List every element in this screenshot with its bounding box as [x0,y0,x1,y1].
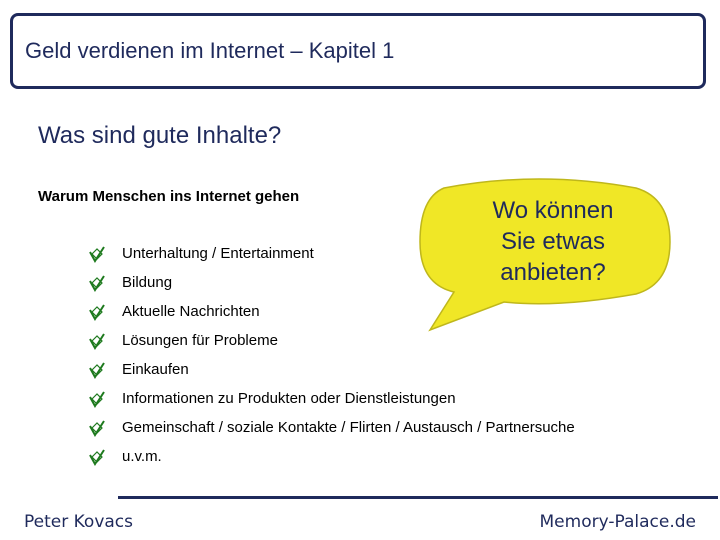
diamond-check-bullet-icon [88,419,106,437]
slide-subtitle: Was sind gute Inhalte? [38,122,282,149]
lead-text: Warum Menschen ins Internet gehen [38,188,300,205]
diamond-check-bullet-icon [88,274,106,292]
footer-site: Memory-Palace.de [539,512,696,532]
title-box [10,13,706,89]
diamond-check-bullet-icon [88,332,106,350]
diamond-check-bullet-icon [88,390,106,408]
bullet-text: Bildung [122,274,173,291]
bullet-text: Einkaufen [122,361,189,378]
footer-divider [118,496,718,499]
diamond-check-bullet-icon [88,303,106,321]
bullet-text: Unterhaltung / Entertainment [122,245,314,262]
diamond-check-bullet-icon [88,448,106,466]
bullet-text: Aktuelle Nachrichten [122,303,260,320]
bubble-line: Wo können [492,197,614,224]
slide-title: Geld verdienen im Internet – Kapitel 1 [25,38,395,63]
bubble-line: anbieten? [500,259,606,286]
bullet-text: u.v.m. [122,448,162,465]
bullet-text: Lösungen für Probleme [122,332,278,349]
bubble-line: Sie etwas [500,228,606,255]
bullet-text: Informationen zu Produkten oder Dienstleistungen [122,390,456,407]
bubble-text [433,195,673,288]
bullet-text: Gemeinschaft / soziale Kontakte / Flirten / Austausch / Partnersuche [122,419,575,436]
diamond-check-bullet-icon [88,245,106,263]
footer-author: Peter Kovacs [24,512,134,532]
diamond-check-bullet-icon [88,361,106,379]
